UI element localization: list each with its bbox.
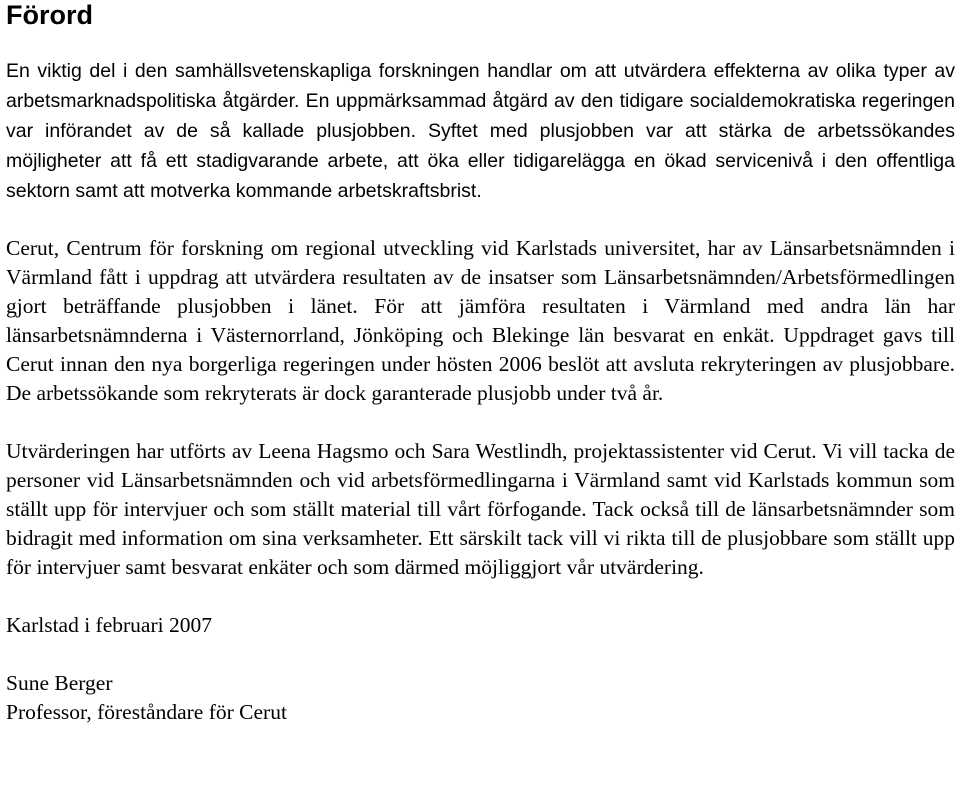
paragraph-acknowledgements: Utvärderingen har utförts av Leena Hagsmo och Sara Westlindh, projektassistenter vid Cerut. Vi vill tacka de personer vid Länsarbetsnämnden och vid arbetsförmedlingarna i Värmland samt vid Karlstads kommun som ställt upp för intervjuer och som ställt material till vårt förfogande. Tack också till de länsarbetsnämnder som bidragit med information om sina verksamheter. Ett särskilt tack vill vi rikta till de plusjobbare som ställt upp för intervjuer samt besvarat enkäter och som därmed möjliggjort vår utvärdering. bbox=[6, 439, 955, 579]
paragraph-spacer bbox=[6, 206, 955, 234]
page-title: Förord bbox=[6, 0, 93, 30]
signature-title: Professor, föreståndare för Cerut bbox=[6, 700, 287, 724]
paragraph-spacer bbox=[6, 640, 955, 669]
signature-name: Sune Berger bbox=[6, 671, 113, 695]
paragraph-intro-purpose: Syftet med plusjobben var att stärka de arbetssökandes möjligheter att få ett stadigvarande arbete, att öka eller tidigarelägga en ökad servicenivå i den offentliga sektorn samt att motverka kommande arbetskraftsbrist. bbox=[6, 120, 955, 202]
paragraph-assignment: Cerut, Centrum för forskning om regional utveckling vid Karlstads universitet, har av Länsarbetsnämnden i Värmland fått i uppdrag att utvärdera resultaten av de insatser som Länsarbetsnämnden/Arbetsförmedlingen gjort beträffande plusjobben i länet. För att jämföra resultaten i Värmland med andra län har länsarbetsnämnderna i Västernorrland, Jönköping och Blekinge län besvarat en enkät. Uppdraget gavs till Cerut innan den nya borgerliga regeringen under hösten 2006 beslöt att avsluta rekryteringen av plusjobbare. De arbetssökande som rekryterats är dock garanterade plusjobb under två år. bbox=[6, 236, 955, 405]
paragraph-spacer bbox=[6, 408, 955, 437]
paragraph-intro bbox=[6, 56, 955, 206]
paragraph-spacer bbox=[6, 582, 955, 611]
place-date: Karlstad i februari 2007 bbox=[6, 613, 212, 637]
paragraph-intro-text: En viktig del i den samhällsvetenskapliga forskningen handlar om att utvärdera effekterna av olika typer av arbetsmarknadspolitiska åtgärder. En uppmärksammad åtgärd av den tidigare socialdemokratiska regeringen var införandet av de så kallade plusjobben. bbox=[6, 60, 955, 142]
